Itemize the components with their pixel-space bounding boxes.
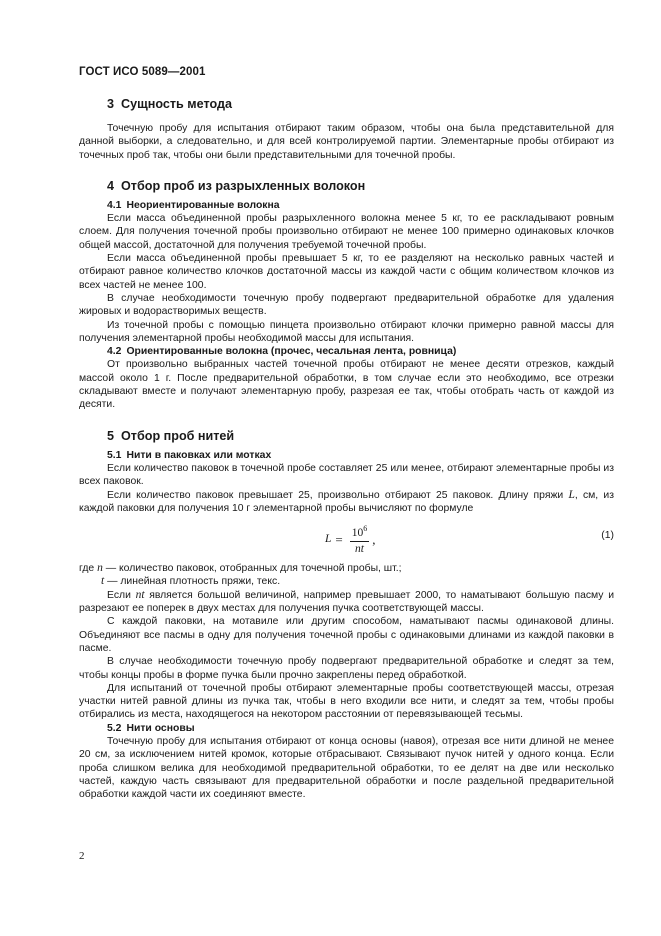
subsection-number: 4.2 [107, 346, 122, 358]
paragraph: В случае необходимости точечную пробу подвергают предварительной обработке и следят за тем, чтобы концы пробы в форме пучка были прочно закреплены перед обработкой. [79, 656, 614, 681]
subsection-4-2-heading [79, 345, 614, 358]
formula-denominator: nt [355, 543, 364, 556]
section-number: 5 [107, 428, 115, 443]
formula-equals: = [335, 531, 343, 547]
paragraph: Если масса объединенной пробы разрыхленного волокна менее 5 кг, то ее раскладывают ровным слоем. Для получения точечной пробы произвольно отбирают не менее 100 примерно одинаковых клочков общей массой, достаточной для получения требуемой точечной пробы. [79, 213, 614, 251]
paragraph: С каждой паковки, на мотавиле или другим способом, наматывают пасмы одинаковой длины. Объединяют все пасмы в одну для получения точечной пробы с одинаковыми длинами из каждой паковки в пасме. [79, 616, 614, 654]
section-5-heading [79, 428, 614, 444]
subsection-number: 4.1 [107, 199, 122, 211]
formula-lhs: L [325, 532, 332, 545]
section-title: Отбор проб нитей [121, 428, 235, 443]
subsection-number: 5.1 [107, 449, 122, 461]
formula-1 [79, 520, 614, 558]
formula-exponent: 6 [363, 524, 368, 534]
section-4-heading [79, 178, 614, 194]
section-3-heading [79, 96, 614, 112]
subsection-title: Неориентированные волокна [126, 199, 280, 211]
subsection-number: 5.2 [107, 722, 122, 734]
formula-fraction [350, 522, 370, 556]
paragraph: Если количество паковок в точечной пробе составляет 25 или менее, отбирают элементарные пробы из всех паковок. [79, 462, 614, 488]
paragraph: От произвольно выбранных частей точечной пробы отбирают не менее десяти отрезков, каждый массой около 1 г. После предварительной обработки, в том случае если это необходимо, все отрезки складывают вместе и получают элементарную пробу, разрезая ее так, чтобы отобрать часть от каждой из десяти. [79, 359, 614, 411]
paragraph: Если масса объединенной пробы превышает 5 кг, то ее разделяют на несколько равных частей и отбирают равное количество клочков достаточной массы из каждой части с общим количеством клочков из всех частей не менее 100. [79, 253, 614, 291]
section-title: Отбор проб из разрыхленных волокон [121, 178, 366, 193]
subsection-4-1-heading [79, 199, 614, 212]
paragraph: Из точечной пробы с помощью пинцета произвольно отбирают клочки примерно равной массы для получения элементарной пробы необходимой массы для испытания. [79, 319, 614, 344]
paragraph: Если nt является большой величиной, например превышает 2000, то наматывают большую пасму и разрезают ее поперек в двух местах для получения пучка соответствующей массы. [79, 588, 614, 615]
section-number: 4 [107, 178, 115, 193]
formula-expression [325, 522, 376, 556]
paragraph: Если количество паковок превышает 25, произвольно отбирают 25 паковок. Длину пряжи L, см, из каждой паковки для получения 10 г элементарной пробы вычисляют по формуле [79, 488, 614, 514]
variable-nt: nt [135, 588, 145, 601]
subsection-title: Ориентированные волокна (прочес, чесальная лента, ровница) [126, 346, 457, 358]
formula-number: (1) [601, 530, 614, 542]
variable-l: L [568, 488, 575, 501]
subsection-title: Нити в паковках или мотках [126, 449, 272, 461]
paragraph: В случае необходимости точечную пробу подвергают предварительной обработке для удаления жировых и водорастворимых веществ. [79, 292, 614, 318]
page-number: 2 [79, 850, 85, 862]
formula-numerator: $10^6$ [350, 522, 370, 542]
where-clause-t: t — линейная плотность пряжи, текс. [101, 575, 281, 588]
formula-tail: , [372, 531, 376, 547]
paragraph: Для испытаний от точечной пробы отбирают элементарные пробы соответствующей массы, отрезая участки нитей равной длины из пучка так, чтобы в него входили все нити, и следят за тем, чтобы пробы отбирались из места, находящегося на некотором расстоянии от перевязывающей тесьмы. [79, 682, 614, 721]
where-clause-n: где n — количество паковок, отобранных для точечной пробы, шт.; [79, 562, 402, 575]
paragraph: Точечную пробу для испытания отбирают от конца основы (навоя), отрезая все нити длиной не менее 20 см, за исключением нитей кромок, которые отбрасывают. Связывают пучок нитей у одного конца. Если проба слишком велика для необходимой предварительной обработки, то ее делят на две или несколько частей, каждую часть связывают для предварительной обработки и после раздельной предварительной обработки каждой части их соединяют вместе. [79, 735, 614, 801]
paragraph: Точечную пробу для испытания отбирают таким образом, чтобы она была представительной для данной выборки, а следовательно, и для всей контролируемой партии. Элементарные пробы отбирают из точечных проб так, чтобы они были представительными для точечной пробы. [79, 123, 614, 161]
section-number: 3 [107, 97, 115, 111]
subsection-5-2-heading [79, 722, 614, 735]
section-title: Сущность метода [121, 97, 232, 111]
document-id-header: ГОСТ ИСО 5089—2001 [79, 66, 206, 78]
document-body [79, 86, 614, 801]
subsection-title: Нити основы [126, 722, 195, 734]
subsection-5-1-heading [79, 449, 614, 462]
